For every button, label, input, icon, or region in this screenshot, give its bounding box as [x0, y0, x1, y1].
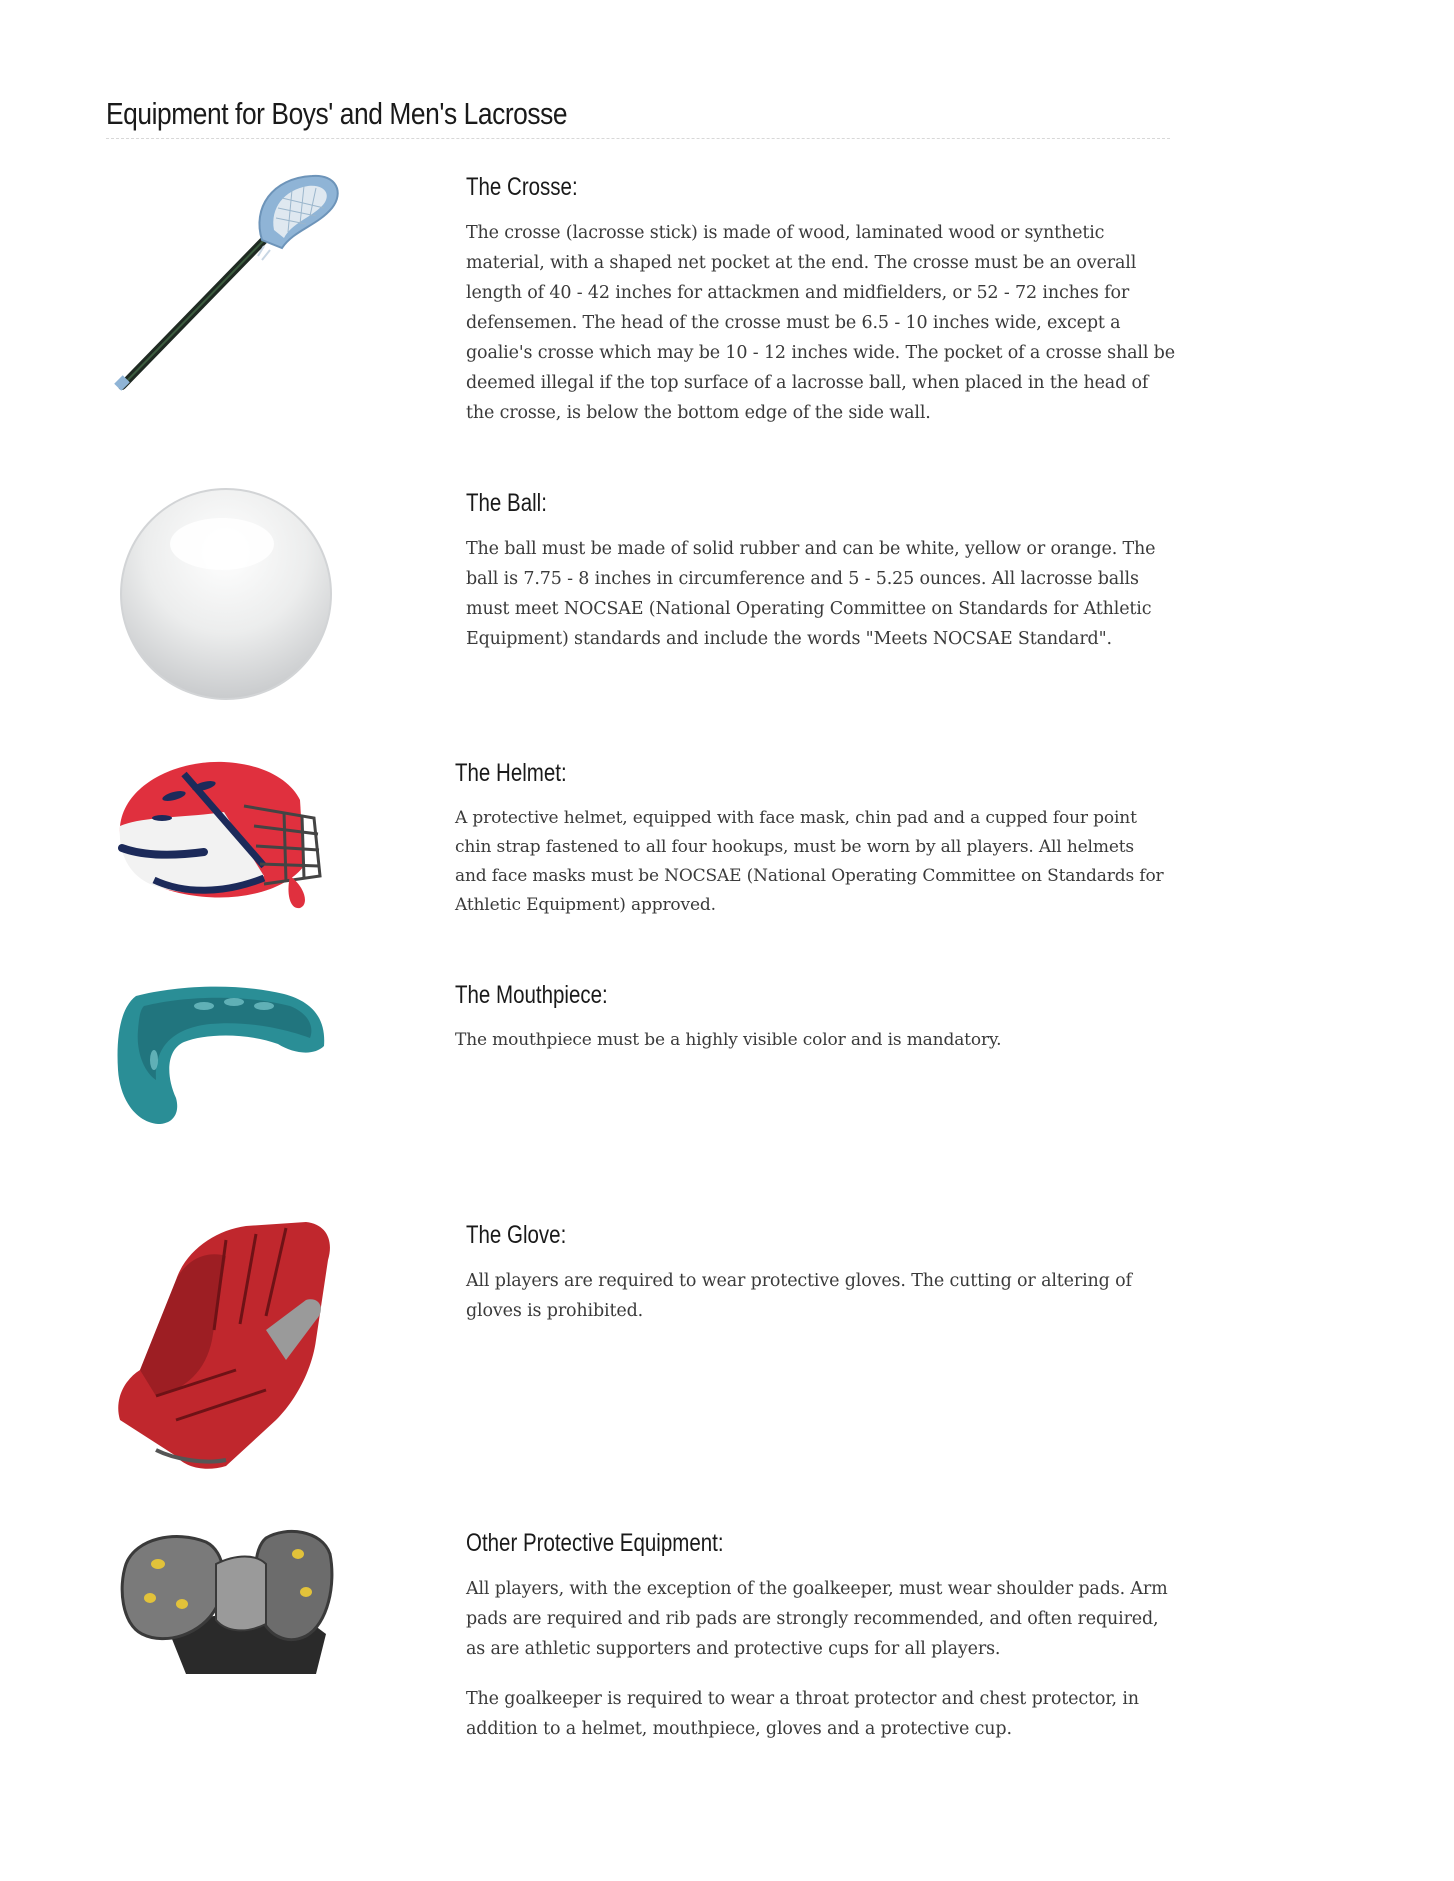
mouthpiece-icon — [114, 980, 330, 1128]
crosse-description: The crosse (lacrosse stick) is made of wood, laminated wood or synthetic material, with a shaped net pocket at the end. The crosse must be an overall length of 40 - 42 inches for attackmen and midfielders, or 52 - 72 inches for defensemen. The head of the crosse must be 6.5 - 10 inches wide, except a goalie's crosse which may be 10 - 12 inches wide. The pocket of a crosse shall be deemed illegal if the top surface of a lacrosse ball, when placed in the head of the crosse, is below the bottom edge of the side wall. — [466, 223, 1175, 423]
helmet-image — [114, 756, 330, 916]
helmet-icon — [114, 756, 330, 916]
lacrosse-stick-icon — [112, 168, 352, 398]
other-equipment-section — [466, 1526, 1180, 1744]
helmet-section — [455, 756, 1169, 920]
shoulder-pads-image — [116, 1524, 336, 1684]
glove-description: All players are required to wear protective gloves. The cutting or altering of gloves is prohibited. — [466, 1271, 1132, 1321]
glove-icon — [116, 1220, 338, 1470]
helmet-description: A protective helmet, equipped with face mask, chin pad and a cupped four point chin strap fastened to all four hookups, must be worn by all players. All helmets and face masks must be NOCSAE (National Operating Committee on Standards for Athletic Equipment) approved. — [455, 808, 1164, 915]
glove-heading: The Glove: — [466, 1221, 567, 1249]
page-title: Equipment for Boys' and Men's Lacrosse — [106, 96, 568, 131]
ball-image — [118, 486, 334, 702]
title-divider — [106, 138, 1170, 139]
ball-description: The ball must be made of solid rubber and can be white, yellow or orange. The ball is 7.75 - 8 inches in circumference and 5 - 5.25 ounces. All lacrosse balls must meet NOCSAE (National Operating Committee on Standards for Athletic Equipment) standards and include the words "Meets NOCSAE Standard". — [466, 539, 1156, 649]
glove-image — [116, 1220, 338, 1470]
mouthpiece-image — [114, 980, 330, 1128]
other-equipment-heading: Other Protective Equipment: — [466, 1529, 724, 1557]
helmet-heading: The Helmet: — [455, 759, 567, 787]
ball-heading: The Ball: — [466, 489, 547, 517]
ball-section — [466, 486, 1180, 654]
mouthpiece-heading: The Mouthpiece: — [455, 981, 608, 1009]
shoulder-pads-icon — [116, 1524, 336, 1684]
other-equipment-description-1: All players, with the exception of the goalkeeper, must wear shoulder pads. Arm pads are required and rib pads are strongly recommended, and often required, as are athletic supporters and protective cups for all players. — [466, 1579, 1168, 1659]
mouthpiece-description: The mouthpiece must be a highly visible color and is mandatory. — [455, 1030, 1002, 1050]
lacrosse-ball-icon — [118, 486, 334, 702]
crosse-heading: The Crosse: — [466, 173, 578, 201]
mouthpiece-section — [455, 978, 1169, 1055]
other-equipment-description-2: The goalkeeper is required to wear a throat protector and chest protector, in addition to a helmet, mouthpiece, gloves and a protective cup. — [466, 1689, 1139, 1739]
crosse-section — [466, 170, 1180, 428]
glove-section — [466, 1218, 1180, 1326]
crosse-image — [112, 168, 352, 398]
